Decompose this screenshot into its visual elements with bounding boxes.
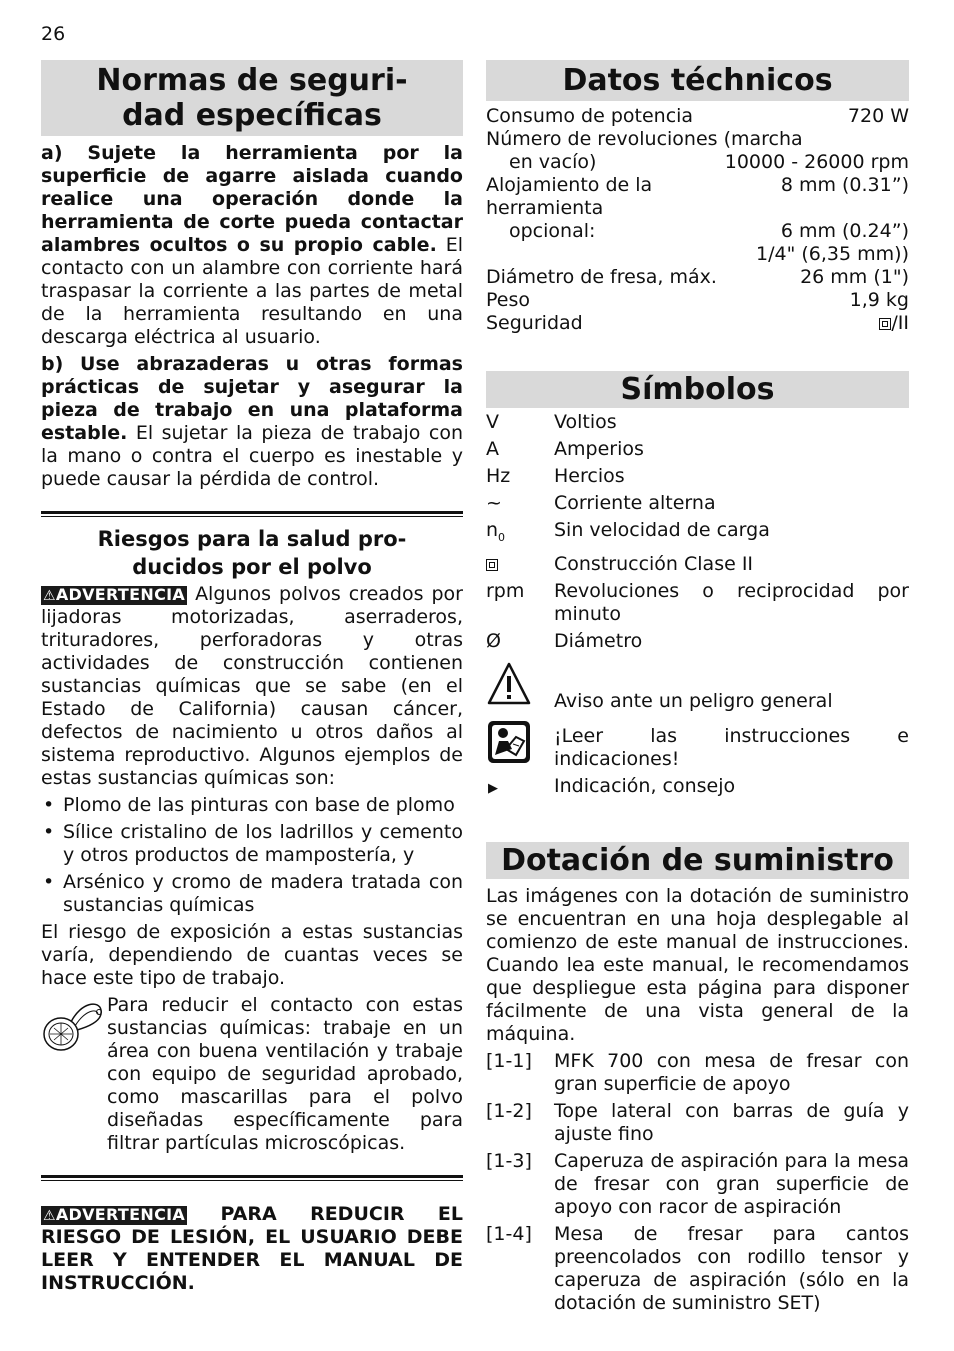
rule-b-paragraph: b) Use abrazaderas u otras formas prácticas de sujetar y asegurar la pieza de trabajo en una plataforma estable. El sujetar la pieza de trabajo con la mano o contra el cuerpo es inestable y puede causar la pérdida de control. xyxy=(41,353,463,490)
list-item: • Sílice cristalino de los ladrillos y cemento y otros productos de mampostería, y xyxy=(41,821,463,867)
warning-triangle-icon: ⚠ xyxy=(43,1208,56,1224)
exposure-risk-paragraph: El riesgo de exposición a estas sustancias varía, dependiendo de cuantas veces se hace este tipo de trabajo. xyxy=(41,921,463,989)
warning-triangle-icon: ⚠ xyxy=(43,588,56,604)
table-row: Alojamiento de la herramienta 8 mm (0.31”) xyxy=(486,174,909,219)
symbols-heading: Símbolos xyxy=(486,371,909,408)
list-item: $n_0$ Sin velocidad de carga xyxy=(486,519,770,544)
table-row: 1/4" (6,35 mm)) xyxy=(756,243,909,265)
table-row: Seguridad /II xyxy=(486,312,909,334)
table-row: Consumo de potencia 720 W xyxy=(486,105,909,127)
list-item: ▶ Indicación, consejo xyxy=(486,775,909,800)
dust-risk-heading: Riesgos para la salud pro- ducidos por el polvo xyxy=(97,527,407,579)
list-item: ~ Corriente alterna xyxy=(486,492,716,514)
safety-rules-heading: Normas de seguri- dad específicas xyxy=(41,60,463,136)
list-item: Aviso ante un peligro general xyxy=(486,661,909,713)
right-column xyxy=(486,60,909,1315)
left-column xyxy=(41,60,463,1295)
warning-badge: ⚠ADVERTENCIA xyxy=(43,585,186,604)
supply-list xyxy=(486,1050,909,1315)
warning-badge: ⚠ADVERTENCIA xyxy=(43,1205,186,1224)
list-item: • Arsénico y cromo de madera tratada con sustancias químicas xyxy=(41,871,463,917)
chemicals-list xyxy=(41,794,463,917)
list-item: [1-4] Mesa de fresar para cantos preencolados con rodillo tensor y caperuza de aspiración (sólo en la dotación de suministro SET) xyxy=(486,1222,909,1314)
list-item: [1-3] Caperuza de aspiración para la mesa de fresar con gran superficie de apoyo con racor de aspiración xyxy=(486,1149,909,1218)
tech-specs-table xyxy=(486,105,909,335)
table-row: Peso 1,9 kg xyxy=(486,289,909,311)
symbols-list xyxy=(486,411,909,800)
list-item: [1-2] Tope lateral con barras de guía y ajuste fino xyxy=(486,1099,909,1145)
general-warning-icon xyxy=(486,661,554,713)
rule-a-paragraph: a) Sujete la herramienta por la superficie de agarre aislada cuando realice una operación donde la herramienta de corte pueda contactar alambres ocultos o su propio cable. El contacto con un alambre con corriente hará traspasar la corriente a las partes de metal de la herramienta resultando en una descarga eléctrica al usuario. xyxy=(41,142,464,348)
tip-arrow-icon: ▶ xyxy=(488,780,498,796)
dust-warning-paragraph: ⚠ADVERTENCIA Algunos polvos creados por lijadoras motorizadas, aserraderos, trituradores, perforadoras y otras actividades de construcción contienen sustancias químicas que se sabe (en el Estado de California) causan cáncer, defectos de nacimiento u otros daños al sistema reproductivo. Algunos ejemplos de estas sustancias químicas son: xyxy=(41,583,463,789)
supply-heading: Dotación de suministro xyxy=(486,842,909,879)
read-manual-icon xyxy=(486,719,554,771)
table-row: opcional: 6 mm (0.24”) xyxy=(509,220,909,242)
page-number: 26 xyxy=(41,23,66,45)
section-divider xyxy=(41,511,463,517)
list-item: Ø Diámetro xyxy=(486,629,643,652)
final-warning-paragraph: ⚠ADVERTENCIA PARA REDUCIR EL RIESGO DE LESIÓN, EL USUARIO DEBE LEER Y ENTENDER EL MANUAL DE INSTRUCCIÓN. xyxy=(41,1203,463,1294)
respirator-mask-icon xyxy=(41,994,107,1155)
supply-intro-paragraph: Las imágenes con la dotación de suministro se encuentran en una hoja desplegable al comienzo de este manual de instrucciones. Cuando lea este manual, le recomendamos que despliegue esta página para disponer fácilmente de una vista general de la máquina. xyxy=(486,884,909,1045)
tech-data-heading: Datos téchnicos xyxy=(486,60,909,101)
table-row: en vacío) 10000 - 26000 rpm xyxy=(509,151,909,173)
list-item: rpm Revoluciones o reciprocidad por minuto xyxy=(486,579,909,625)
mask-advice xyxy=(41,994,463,1155)
list-item: ¡Leer las instrucciones e indicaciones! xyxy=(486,719,909,771)
list-item: A Amperios xyxy=(486,438,644,460)
list-item: [1-1] MFK 700 con mesa de fresar con gran superficie de apoyo xyxy=(486,1049,909,1095)
class-ii-icon xyxy=(879,318,891,330)
list-item: • Plomo de las pinturas con base de plomo xyxy=(41,794,463,817)
list-item: Construcción Clase II xyxy=(486,553,909,576)
mask-advice-text: Para reducir el contacto con estas sustancias químicas: trabaje en un área con buena ventilación y trabaje con equipo de seguridad aprobado, como mascarillas para el polvo diseñadas específicamente para filtrar partículas microscópicas. xyxy=(107,994,463,1154)
list-item: Hz Hercios xyxy=(486,465,625,487)
table-row: Diámetro de fresa, máx. 26 mm (1") xyxy=(486,266,909,288)
section-divider xyxy=(41,1175,463,1181)
table-row: Número de revoluciones (marcha xyxy=(486,128,803,150)
class-ii-icon xyxy=(486,559,498,571)
list-item: V Voltios xyxy=(486,411,617,433)
